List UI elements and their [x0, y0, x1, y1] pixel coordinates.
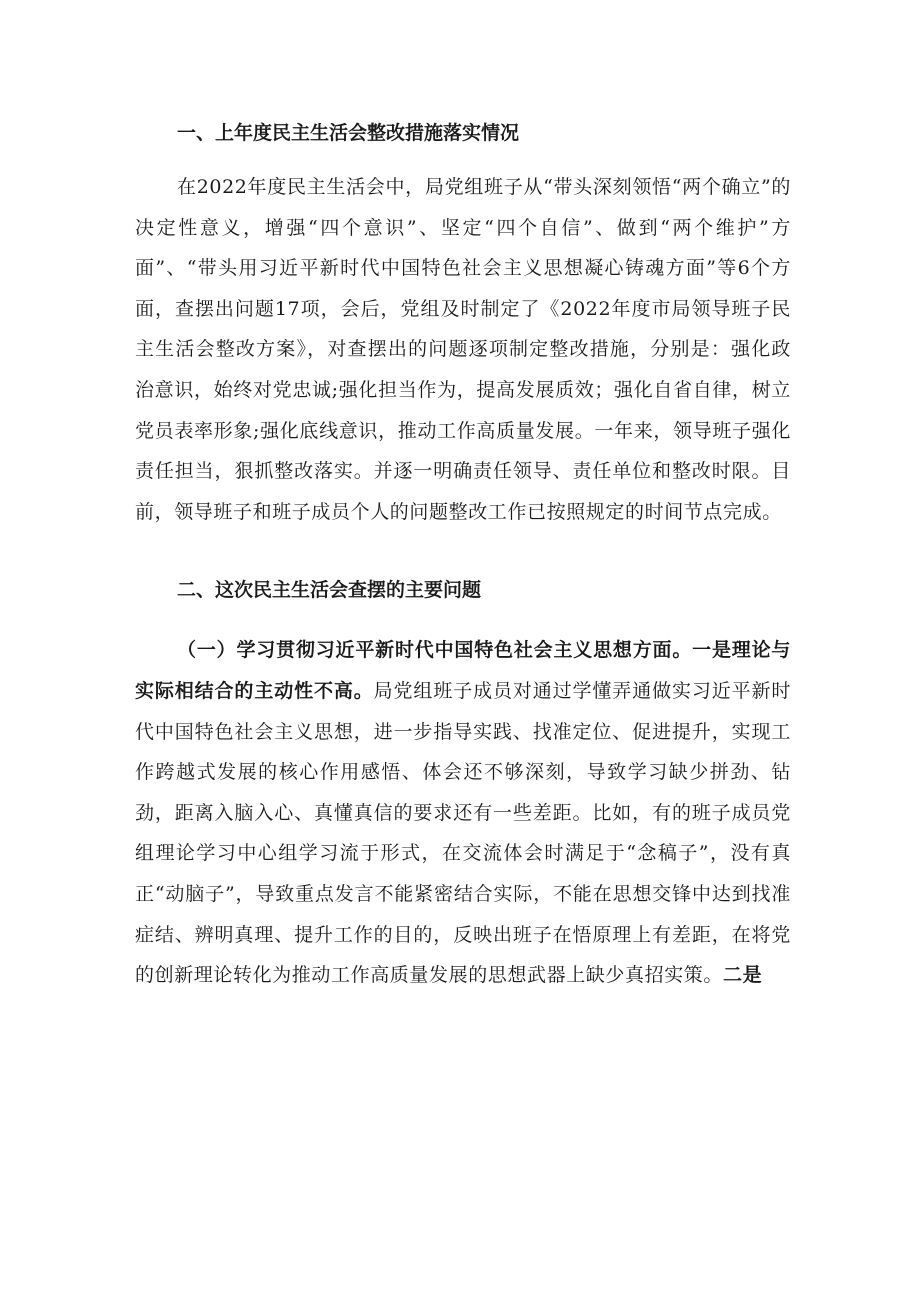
- subsection-1-paragraph: [135, 630, 791, 995]
- document-body: [135, 113, 791, 996]
- section-heading-2: 二、这次民主生活会查摆的主要问题: [177, 579, 482, 602]
- section-1-paragraph: 在2022年度民主生活会中，局党组班子从“带头深刻领悟“两个确立”的决定性意义，增强“四个意识”、坚定“四个自信”、做到“两个维护”方面”、“带头用习近平新时代中国特色社会主义思想凝心铸魂方面”等6个方面，查摆出问题17项，会后，党组及时制定了《2022年度市局领导班子民主生活会整改方案》，对查摆出的问题逐项制定整改措施，分别是：强化政治意识，始终对党忠诚;强化担当作为，提高发展质效；强化自省自律，树立党员表率形象;强化底线意识，推动工作高质量发展。一年来，领导班子强化责任担当，狠抓整改落实。并逐一明确责任领导、责任单位和整改时限。目前，领导班子和班子成员个人的问题整改工作已按照规定的时间节点完成。: [135, 176, 791, 523]
- section-heading-1: 一、上年度民主生活会整改措施落实情况: [177, 122, 520, 144]
- subsection-1-body: 局党组班子成员对通过学懂弄通做实习近平新时代中国特色社会主义思想，进一步指导实践、找准定位、促进提升，实现工作跨越式发展的核心作用感悟、体会还不够深刻，导致学习缺少拼劲、钻劲，距离入脑入心、真懂真信的要求还有一些差距。比如，有的班子成员党组理论学习中心组学习流于形式，在交流体会时满足于“念稿子”，没有真正“动脑子”，导致重点发言不能紧密结合实际，不能在思想交锋中达到找准症结、辨明真理、提升工作的目的，反映出班子在悟原理上有差距，在将党的创新理论转化为推动工作高质量发展的思想武器上缺少真招实策。: [135, 679, 791, 987]
- subsection-1-trailing-bold: 二是: [723, 964, 763, 987]
- subsection-1-bold-lead: （一）学习贯彻习近平新时代中国特色社会主义思想方面。一是理论与实际相结合的主动性不高。: [135, 639, 791, 702]
